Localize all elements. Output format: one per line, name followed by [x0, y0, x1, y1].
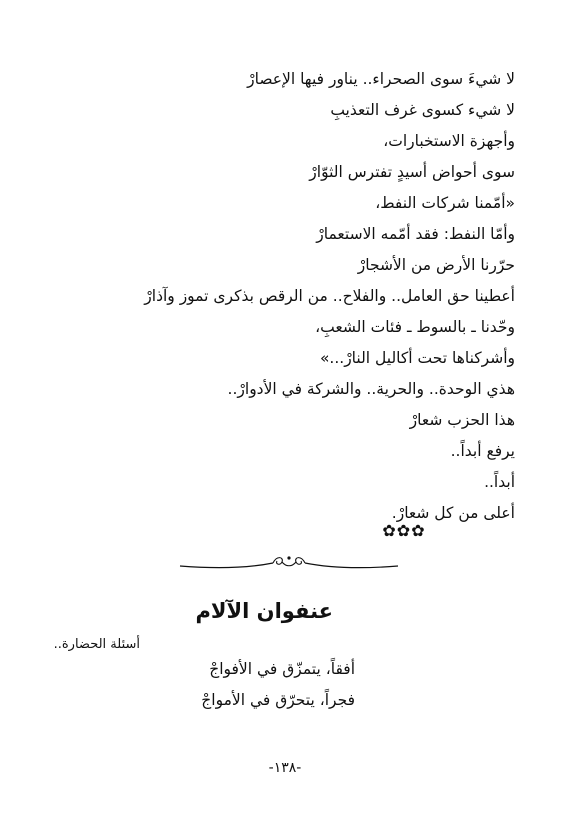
poem-line: «أمّمنا شركات النفط، [375, 194, 515, 212]
poem-line: هذا الحزب شعارْ [409, 411, 515, 429]
poem-line: سوى أحواض أسيدٍ تفترس الثوّارْ [309, 163, 515, 181]
section-subtitle: أسئلة الحضارة.. [53, 637, 140, 652]
poem-line: لا شيءَ سوى الصحراء.. يناور فيها الإعصارْ [247, 70, 515, 88]
poem-line: أعطينا حق العامل.. والفلاح.. من الرقص بذكرى تموز وآذارْ [144, 287, 515, 305]
poem-line: لا شيء كسوى غرف التعذيبِ [330, 101, 515, 119]
stanza-block [55, 654, 355, 716]
page-number: -١٣٨- [268, 760, 302, 776]
poem-line: وأمّا النفط: فقد أمّمه الاستعمارْ [316, 225, 515, 243]
poem-line: وأجهزة الاستخبارات، [383, 132, 515, 150]
section-title: عنفوان الآلام [195, 599, 333, 623]
poem-line: هذي الوحدة.. والحرية.. والشركة في الأدوارْ.. [227, 380, 515, 398]
poem-line: وأشركناها تحت أكاليل النارْ...» [319, 349, 515, 367]
ornamental-divider [178, 551, 400, 573]
section-end-ornament: ✿✿✿ [382, 521, 426, 540]
poem-line: أبداً.. [484, 473, 515, 491]
poem-line: يرفع أبداً.. [450, 442, 515, 460]
stanza-line: فجراً، يتحرّق في الأمواجْ [201, 691, 355, 709]
poem-block [75, 64, 515, 529]
stanza-line: أفقاً، يتمزّق في الأفواجْ [209, 660, 355, 678]
poem-line: وحّدنا ـ بالسوط ـ فئات الشعبِ، [315, 318, 515, 336]
poem-line: أعلى من كل شعارْ. [391, 504, 515, 522]
poem-line: حرّرنا الأرض من الأشجارْ [357, 256, 515, 274]
